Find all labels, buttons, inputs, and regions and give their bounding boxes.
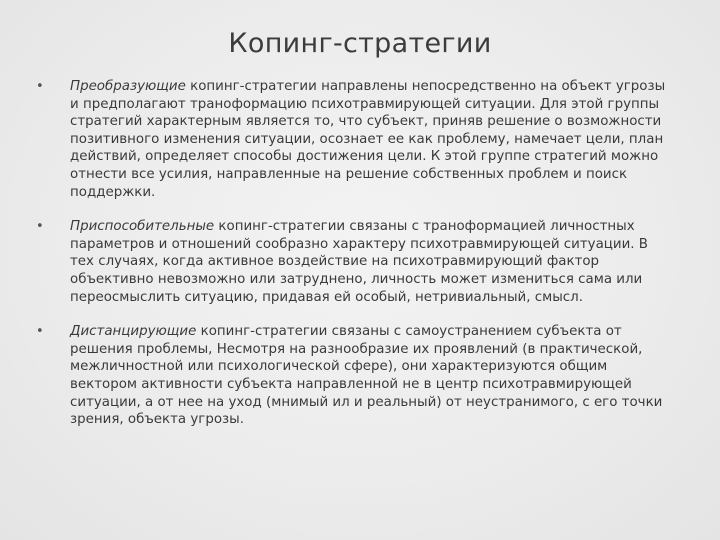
bullet-item-distancing — [0, 323, 668, 429]
bullet-text: копинг-стратегии связаны с траноформацией личностных параметров и отношений сообразно характеру психотравмирующей ситуации. В тех случаях, когда активное воздействие на психотравмирующий фактор объективно невозможно или затруднено, личность может измениться сама или переосмыслить ситуацию, придавая ей особый, нетривиальный, смысл. — [70, 219, 648, 305]
bullet-marker-icon: • — [36, 324, 44, 340]
bullet-list — [0, 78, 720, 446]
bullet-term: Преобразующие — [70, 79, 186, 94]
bullet-marker-icon: • — [36, 79, 44, 94]
bullet-marker-icon: • — [36, 219, 44, 235]
bullet-item-transforming — [0, 78, 668, 201]
bullet-term: Приспособительные — [70, 219, 215, 235]
slide-title: Копинг-стратегии — [228, 28, 492, 59]
bullet-text: копинг-стратегии направлены непосредственно на объект угрозы и предполагают траноформацию психотравмирующей ситуации. Для этой группы стратегий характерным является то, что субъект, приняв решение о возможности позитивного изменения ситуации, осознает ее как проблему, намечает цели, план действий, определяет способы достижения цели. К этой группе стратегий можно отнести все усилия, направленные на решение собственных проблем и поиск поддержки. — [70, 79, 666, 200]
bullet-item-adaptive — [0, 218, 668, 306]
bullet-term: Дистанцирующие — [70, 324, 197, 340]
bullet-text: копинг-стратегии связаны с самоустранением субъекта от решения проблемы, Несмотря на разнообразие их проявлений (в практической, межличностной или психологической сфере), они характеризуются общим вектором активности субъекта направленной не в центр психотравмирующей ситуации, а от нее на уход (мнимый ил и реальный) от неустранимого, с его точки зрения, объекта угрозы. — [70, 324, 663, 428]
